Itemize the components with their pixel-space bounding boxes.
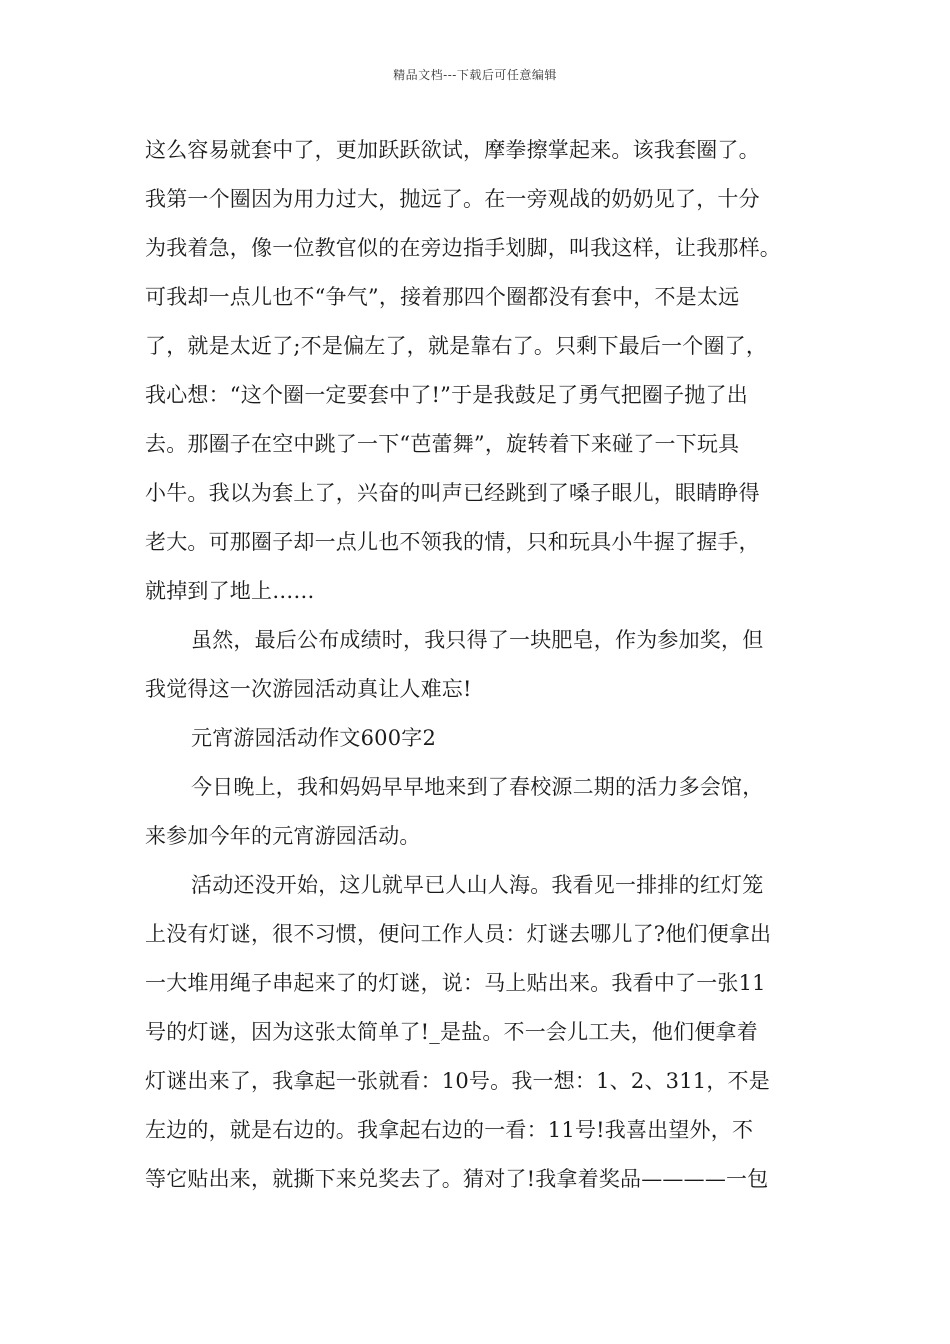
text-line: 就掉到了地上…… <box>145 579 315 603</box>
text-line: 号的灯谜，因为这张太简单了!_是盐。不一会儿工夫，他们便拿着 <box>145 1020 758 1044</box>
text-line: 一大堆用绳子串起来了的灯谜，说：马上贴出来。我看中了一张11 <box>145 971 766 995</box>
text-line: 可我却一点儿也不“争气”，接着那四个圈都没有套中，不是太远 <box>145 285 740 309</box>
text-line: 左边的，就是右边的。我拿起右边的一看：11号!我喜出望外，不 <box>145 1118 754 1142</box>
text-line: 为我着急，像一位教官似的在旁边指手划脚，叫我这样，让我那样。 <box>145 236 781 260</box>
text-line: 小牛。我以为套上了，兴奋的叫声已经跳到了嗓子眼儿，眼睛睁得 <box>145 481 760 505</box>
section-heading: 元宵游园活动作文600字2 <box>191 726 437 750</box>
page-header: 精品文档---下载后可任意编辑 <box>393 68 557 82</box>
paragraph-start-line: 今日晚上，我和妈妈早早地来到了春校源二期的活力多会馆， <box>191 775 764 799</box>
text-line: 等它贴出来，就撕下来兑奖去了。猜对了!我拿着奖品————一包 <box>145 1167 769 1191</box>
text-line: 我心想：“这个圈一定要套中了!”于是我鼓足了勇气把圈子抛了出 <box>145 383 748 407</box>
paragraph-start-line: 虽然，最后公布成绩时，我只得了一块肥皂，作为参加奖，但 <box>191 628 764 652</box>
paragraph-start-line: 活动还没开始，这儿就早已人山人海。我看见一排排的红灯笼 <box>191 873 764 897</box>
text-line: 我觉得这一次游园活动真让人难忘! <box>145 677 472 701</box>
text-line: 来参加今年的元宵游园活动。 <box>145 824 421 848</box>
text-line: 这么容易就套中了，更加跃跃欲试，摩拳擦掌起来。该我套圈了。 <box>145 138 760 162</box>
text-line: 了，就是太近了;不是偏左了，就是靠右了。只剩下最后一个圈了， <box>145 334 768 358</box>
text-line: 灯谜出来了，我拿起一张就看：10号。我一想：1、2、311，不是 <box>145 1069 770 1093</box>
text-line: 老大。可那圈子却一点儿也不领我的情，只和玩具小牛握了握手， <box>145 530 760 554</box>
text-line: 我第一个圈因为用力过大，抛远了。在一旁观战的奶奶见了，十分 <box>145 187 760 211</box>
text-line: 上没有灯谜，很不习惯，便问工作人员：灯谜去哪儿了?他们便拿出 <box>145 922 772 946</box>
text-line: 去。那圈子在空中跳了一下“芭蕾舞”，旋转着下来碰了一下玩具 <box>145 432 740 456</box>
document-body <box>145 126 815 1204</box>
